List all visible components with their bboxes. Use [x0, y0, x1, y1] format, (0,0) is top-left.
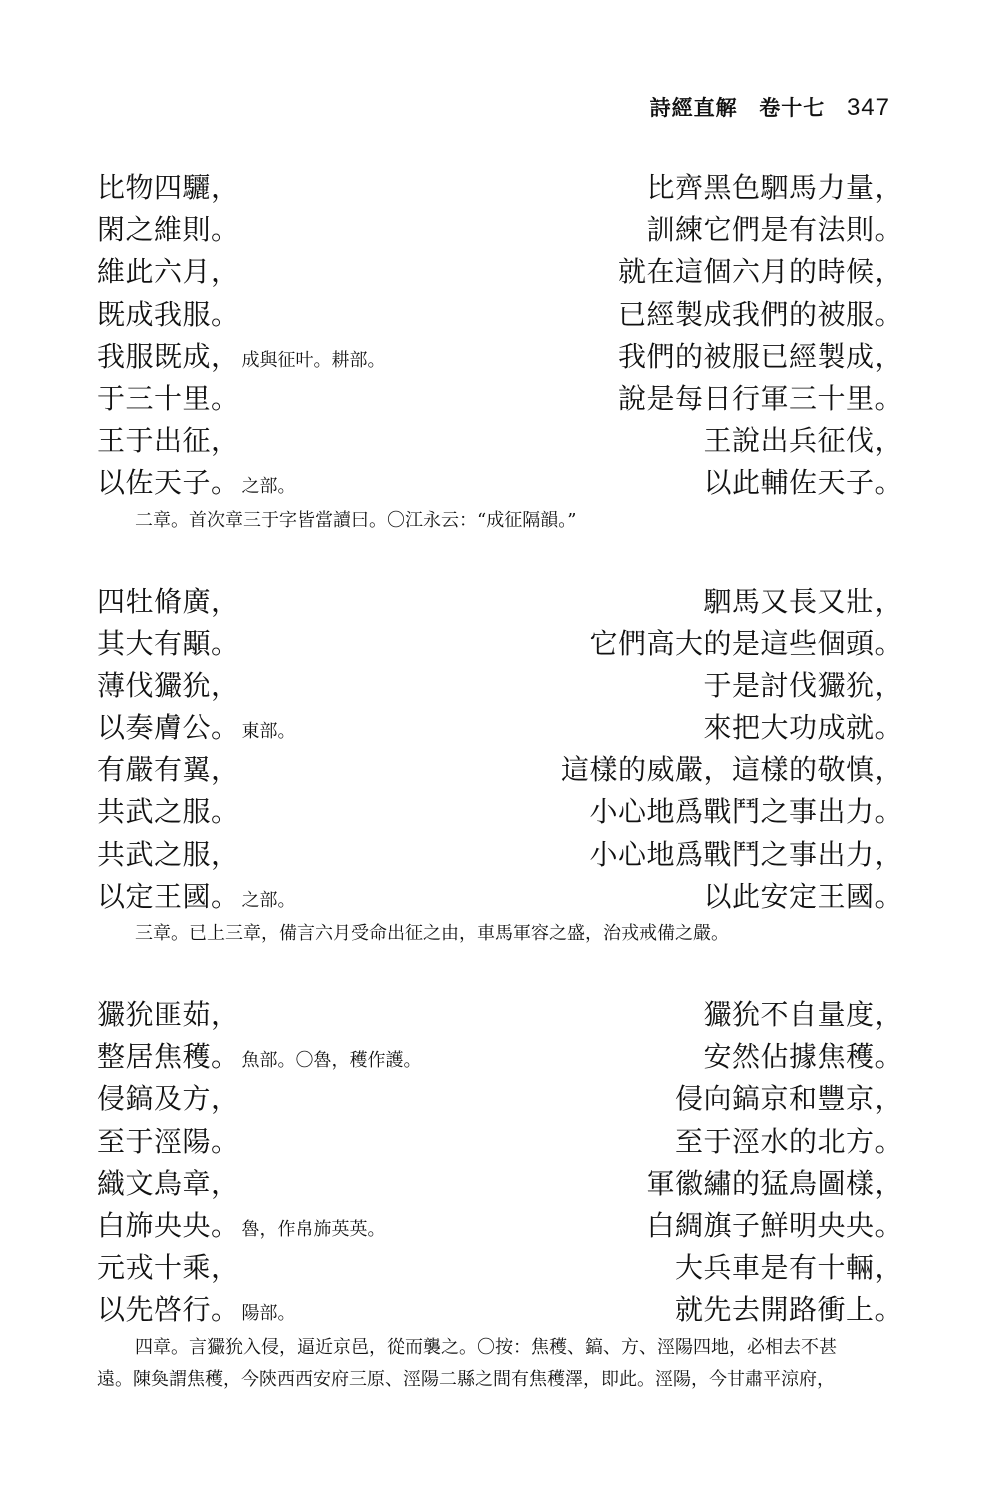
page-body — [97, 166, 903, 1395]
original-verse — [97, 706, 296, 746]
translation-text: 安然佔據焦穫。 — [703, 1040, 903, 1074]
translation-text: 小心地爲戰鬥之事出力， — [589, 837, 903, 871]
original-verse — [97, 580, 240, 620]
original-verse — [97, 1120, 240, 1160]
original-verse — [97, 1077, 240, 1117]
translation-text: 我們的被服已經製成， — [617, 339, 903, 373]
stanza — [97, 166, 903, 536]
original-text: 我服既成， — [97, 339, 240, 373]
original-verse — [97, 335, 386, 375]
original-verse — [97, 461, 296, 501]
verse-line — [97, 1204, 903, 1246]
original-text: 侵鎬及方， — [97, 1082, 240, 1116]
original-text: 共武之服。 — [97, 795, 240, 829]
verse-line — [97, 1077, 903, 1119]
original-verse — [97, 250, 240, 290]
rhyme-note: 東部。 — [241, 721, 296, 743]
page-header — [650, 92, 890, 122]
verse-line — [97, 293, 903, 335]
original-text: 玁狁匪茹， — [97, 998, 240, 1031]
rhyme-note: 陽部。 — [241, 1303, 296, 1325]
translation-text: 已經製成我們的被服。 — [617, 297, 903, 331]
translation-text: 以此安定王國。 — [703, 879, 903, 913]
verse-line — [97, 790, 903, 832]
original-verse — [97, 1246, 240, 1286]
stanza — [97, 580, 903, 950]
original-text: 以定王國。 — [97, 879, 240, 913]
header-volume: 卷十七 — [759, 95, 826, 120]
rhyme-note: 魯，作帛斾英英。 — [241, 1218, 386, 1240]
translation-text: 于是討伐玁狁， — [703, 668, 903, 702]
verse-line — [97, 622, 903, 664]
translation-text: 王說出兵征伐， — [703, 424, 903, 458]
verse-line — [97, 377, 903, 419]
verse-line — [97, 461, 903, 503]
original-text: 閑之維則。 — [97, 213, 240, 247]
original-text: 比物四驪， — [97, 171, 240, 204]
rhyme-note: 之部。 — [241, 889, 296, 911]
translation-text: 至于涇水的北方。 — [674, 1124, 903, 1158]
translation-text: 說是每日行軍三十里。 — [617, 381, 903, 415]
original-text: 于三十里。 — [97, 381, 240, 415]
rhyme-note: 魚部。〇魯，穫作護。 — [241, 1050, 422, 1072]
original-verse — [97, 833, 240, 873]
original-text: 元戎十乘， — [97, 1251, 240, 1285]
original-verse — [97, 1204, 386, 1244]
original-text: 以先啓行。 — [97, 1293, 240, 1327]
translation-text: 訓練它們是有法則。 — [646, 213, 903, 247]
original-verse — [97, 419, 240, 459]
verse-line — [97, 1162, 903, 1204]
stanza-gap — [97, 536, 903, 580]
verse-line — [97, 166, 903, 208]
stanza-gap — [97, 949, 903, 993]
translation-text: 就在這個六月的時候， — [617, 255, 903, 289]
commentary: 三章。已上三章，備言六月受命出征之由，車馬軍容之盛，治戎戒備之嚴。 — [135, 923, 729, 944]
translation-text: 小心地爲戰鬥之事出力。 — [589, 795, 903, 829]
commentary: 遠。陳奐謂焦穫，今陝西西安府三原、涇陽二縣之間有焦穫澤，即此。涇陽，今甘肅平涼府， — [97, 1368, 835, 1390]
original-text: 王于出征， — [97, 424, 240, 458]
verse-line — [97, 706, 903, 748]
original-verse — [97, 790, 240, 830]
stanza — [97, 993, 903, 1395]
translation-text: 玁狁不自量度， — [703, 998, 903, 1031]
original-verse — [97, 293, 240, 333]
translation-text: 以此輔佐天子。 — [703, 466, 903, 500]
original-verse — [97, 664, 240, 704]
original-verse — [97, 875, 296, 915]
original-text: 薄伐玁狁， — [97, 668, 240, 702]
rhyme-note: 成與征叶。耕部。 — [241, 349, 386, 371]
original-verse — [97, 748, 240, 788]
verse-line — [97, 748, 903, 790]
original-text: 有嚴有翼， — [97, 753, 240, 787]
header-title: 詩經直解 — [649, 95, 738, 120]
original-verse — [97, 993, 240, 1033]
original-verse — [97, 166, 240, 206]
page-number: 347 — [846, 94, 890, 121]
original-verse — [97, 1035, 422, 1075]
original-text: 整居焦穫。 — [97, 1040, 240, 1074]
verse-line — [97, 664, 903, 706]
verse-line — [97, 250, 903, 292]
original-text: 維此六月， — [97, 255, 240, 289]
original-text: 其大有顒。 — [97, 626, 240, 660]
translation-text: 駟馬又長又壯， — [703, 584, 903, 618]
original-text: 以佐天子。 — [97, 466, 240, 500]
translation-text: 白綢旗子鮮明央央。 — [646, 1208, 903, 1242]
verse-line — [97, 1288, 903, 1330]
verse-line — [97, 1120, 903, 1162]
original-verse — [97, 622, 240, 662]
original-text: 既成我服。 — [97, 297, 240, 331]
translation-text: 侵向鎬京和豐京， — [674, 1082, 903, 1116]
original-text: 四牡脩廣， — [97, 584, 240, 618]
translation-text: 大兵車是有十輛， — [674, 1251, 903, 1285]
original-verse — [97, 208, 240, 248]
original-text: 共武之服， — [97, 837, 240, 871]
original-text: 至于涇陽。 — [97, 1124, 240, 1158]
translation-text: 就先去開路衝上。 — [674, 1293, 903, 1327]
verse-line — [97, 580, 903, 622]
verse-line — [97, 1246, 903, 1288]
translation-text: 它們高大的是這些個頭。 — [589, 626, 903, 660]
original-text: 織文鳥章， — [97, 1166, 240, 1200]
verse-line — [97, 833, 903, 875]
original-text: 白斾央央。 — [97, 1208, 240, 1242]
original-verse — [97, 1288, 296, 1328]
original-text: 以奏膚公。 — [97, 711, 240, 745]
rhyme-note: 之部。 — [241, 476, 296, 498]
verse-line — [97, 208, 903, 250]
translation-text: 來把大功成就。 — [703, 711, 903, 745]
verse-line — [97, 419, 903, 461]
verse-line — [97, 1035, 903, 1077]
verse-line — [97, 335, 903, 377]
translation-text: 比齊黑色駟馬力量， — [646, 171, 903, 204]
translation-text: 軍徽繡的猛鳥圖樣， — [646, 1166, 903, 1200]
verse-line — [97, 993, 903, 1035]
commentary: 四章。言玁狁入侵，逼近京邑，從而襲之。〇按：焦穫、鎬、方、涇陽四地，必相去不甚 — [135, 1336, 837, 1358]
original-verse — [97, 377, 240, 417]
verse-line — [97, 875, 903, 917]
translation-text: 這樣的威嚴，這樣的敬慎， — [560, 753, 903, 787]
commentary: 二章。首次章三于字皆當讀曰。〇江永云：“成征隔韻。” — [135, 509, 577, 531]
original-verse — [97, 1162, 240, 1202]
